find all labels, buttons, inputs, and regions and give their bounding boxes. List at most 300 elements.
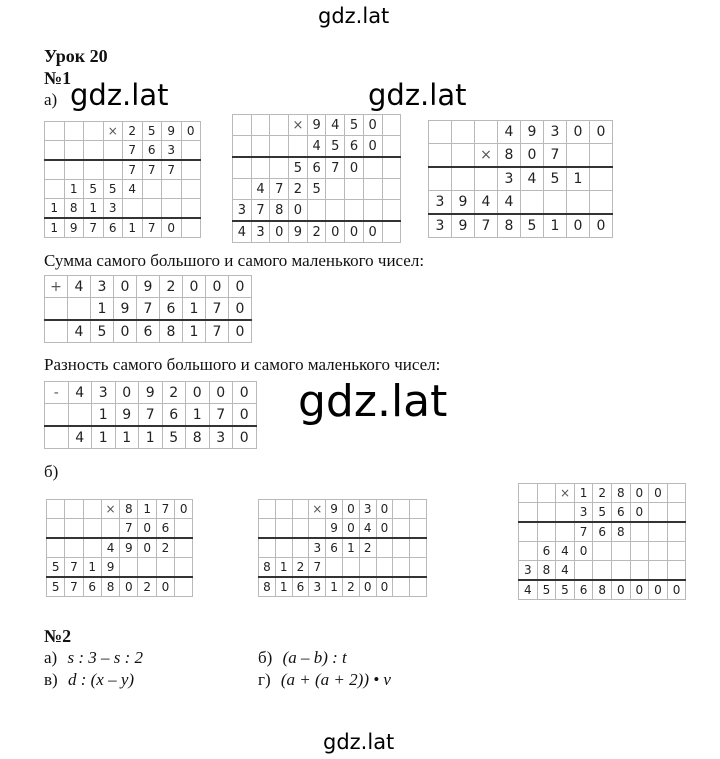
grid-cell: 3 xyxy=(519,561,538,581)
grid-cell xyxy=(590,167,613,191)
grid-cell: 9 xyxy=(521,121,544,144)
grid-cell: × xyxy=(101,500,119,519)
grid-cell: 7 xyxy=(209,404,233,427)
grid-cell: 4 xyxy=(68,276,91,298)
grid-cell: 4 xyxy=(498,191,521,215)
grid-cell: 8 xyxy=(259,577,276,597)
grid-cell: 2 xyxy=(156,538,174,558)
grid-cell xyxy=(537,522,556,542)
grid-cell: 0 xyxy=(342,519,359,539)
grid-cell: 1 xyxy=(45,199,65,219)
grid-row xyxy=(519,580,686,600)
grid-cell: 0 xyxy=(233,426,257,449)
grid-cell xyxy=(382,157,401,179)
grid-cell xyxy=(45,160,65,180)
grid-cell: 0 xyxy=(183,276,206,298)
grid-cell: - xyxy=(45,382,69,404)
grid-row xyxy=(233,179,401,200)
grid-cell: 7 xyxy=(326,157,345,179)
grid-a1 xyxy=(44,121,201,238)
grid-cell xyxy=(275,500,292,519)
grid-row xyxy=(519,503,686,523)
grid-cell: 9 xyxy=(326,519,343,539)
grid-cell xyxy=(307,200,326,222)
grid-cell xyxy=(519,522,538,542)
grid-cell: 1 xyxy=(342,538,359,558)
grid-cell xyxy=(567,144,590,168)
grid-cell: 5 xyxy=(537,580,556,600)
grid-cell: 6 xyxy=(162,404,186,427)
task2-g xyxy=(258,670,391,690)
lesson-title: Урок 20 xyxy=(44,46,108,66)
grid-cell: 0 xyxy=(590,214,613,238)
grid-cell: 8 xyxy=(593,580,612,600)
grid-cell: 0 xyxy=(630,580,649,600)
grid-cell xyxy=(393,577,410,597)
grid-cell xyxy=(162,180,182,199)
grid-cell: 0 xyxy=(376,500,393,519)
grid-cell: 0 xyxy=(156,577,174,597)
task2-g-expr: (a + (a + 2)) • v xyxy=(280,670,391,689)
grid-cell: 4 xyxy=(123,180,143,199)
grid-cell: 5 xyxy=(47,577,65,597)
grid-cell: 7 xyxy=(123,160,143,180)
grid-cell: 0 xyxy=(649,484,668,503)
grid-cell xyxy=(567,191,590,215)
grid-cell: 6 xyxy=(611,503,630,523)
grid-row xyxy=(429,121,613,144)
grid-cell: 8 xyxy=(270,200,289,222)
grid-cell: 5 xyxy=(345,115,364,136)
grid-cell: 4 xyxy=(307,136,326,158)
grid-cell: 4 xyxy=(68,320,91,343)
grid-cell: 6 xyxy=(142,141,162,161)
grid-cell: 0 xyxy=(363,136,382,158)
grid-cell: 0 xyxy=(138,519,156,539)
grid-cell: 7 xyxy=(123,141,143,161)
grid-cell xyxy=(175,558,193,578)
grid-cell xyxy=(65,538,83,558)
grid-cell xyxy=(410,558,427,578)
grid-cell xyxy=(630,522,649,542)
grid-cell xyxy=(47,519,65,539)
grid-cell: 7 xyxy=(156,500,174,519)
grid-cell: 5 xyxy=(556,580,575,600)
grid-cell xyxy=(326,558,343,578)
grid-cell: 1 xyxy=(186,404,210,427)
grid-cell xyxy=(593,542,612,561)
diff-caption: Разность самого большого и самого маленького чисел: xyxy=(44,355,441,374)
grid-cell: 7 xyxy=(84,218,104,238)
grid-row xyxy=(519,522,686,542)
watermark-left: gdz.lat xyxy=(70,78,169,112)
grid-cell xyxy=(667,522,686,542)
grid-cell xyxy=(45,404,69,427)
grid-cell xyxy=(537,484,556,503)
grid-cell xyxy=(544,191,567,215)
task2-g-label: г) xyxy=(258,670,271,689)
grid-cell xyxy=(45,298,68,321)
grid-cell: 5 xyxy=(307,179,326,200)
grid-cell: 0 xyxy=(229,298,252,321)
grid-cell: 0 xyxy=(209,382,233,404)
grid-cell: 5 xyxy=(91,320,114,343)
grid-cell xyxy=(326,179,345,200)
grid-cell: 1 xyxy=(574,484,593,503)
grid-cell xyxy=(376,538,393,558)
grid-cell xyxy=(251,157,270,179)
grid-cell: 7 xyxy=(206,298,229,321)
grid-cell xyxy=(593,561,612,581)
grid-cell: 0 xyxy=(345,221,364,243)
grid-row xyxy=(259,558,427,578)
grid-cell: 3 xyxy=(162,141,182,161)
grid-cell xyxy=(123,199,143,219)
grid-cell: 9 xyxy=(114,298,137,321)
task2-v-label: в) xyxy=(44,670,58,689)
grid-cell: 2 xyxy=(359,538,376,558)
grid-cell: 7 xyxy=(142,218,162,238)
grid-cell: 2 xyxy=(160,276,183,298)
grid-cell: 8 xyxy=(120,500,138,519)
grid-cell: 5 xyxy=(593,503,612,523)
grid-cell: 9 xyxy=(162,122,182,141)
grid-cell: 4 xyxy=(521,167,544,191)
grid-cell: 2 xyxy=(292,558,309,578)
grid-cell xyxy=(630,542,649,561)
grid-cell xyxy=(64,122,84,141)
grid-row xyxy=(429,167,613,191)
grid-cell: 9 xyxy=(452,214,475,238)
grid-cell xyxy=(556,503,575,523)
grid-cell xyxy=(590,191,613,215)
watermark-right: gdz.lat xyxy=(368,78,467,112)
task2-a-expr: s : 3 – s : 2 xyxy=(67,648,144,667)
grid-row xyxy=(259,500,427,519)
grid-cell xyxy=(175,577,193,597)
grid-cell: 8 xyxy=(186,426,210,449)
grid-cell: 5 xyxy=(521,214,544,238)
grid-cell xyxy=(68,404,92,427)
grid-cell xyxy=(452,121,475,144)
grid-cell: 1 xyxy=(123,218,143,238)
grid-cell: 3 xyxy=(574,503,593,523)
grid-cell xyxy=(175,538,193,558)
grid-cell xyxy=(233,115,252,136)
grid-cell xyxy=(382,221,401,243)
task2-b xyxy=(258,648,347,668)
grid-cell xyxy=(45,180,65,199)
grid-cell xyxy=(142,199,162,219)
grid-b2 xyxy=(258,499,427,597)
grid-cell xyxy=(251,115,270,136)
grid-cell xyxy=(270,136,289,158)
grid-row xyxy=(429,214,613,238)
grid-a3 xyxy=(428,120,613,238)
grid-cell: 3 xyxy=(209,426,233,449)
grid-cell xyxy=(175,519,193,539)
grid-cell: 0 xyxy=(229,276,252,298)
grid-cell xyxy=(47,500,65,519)
grid-cell xyxy=(292,519,309,539)
grid-cell xyxy=(181,160,201,180)
grid-cell: 0 xyxy=(289,200,308,222)
grid-cell: 0 xyxy=(521,144,544,168)
grid-cell: 7 xyxy=(139,404,163,427)
grid-cell xyxy=(138,558,156,578)
grid-cell xyxy=(519,484,538,503)
grid-cell: 1 xyxy=(326,577,343,597)
grid-cell: 7 xyxy=(142,160,162,180)
grid-cell xyxy=(65,519,83,539)
grid-cell: 2 xyxy=(289,179,308,200)
grid-cell xyxy=(382,136,401,158)
grid-cell xyxy=(181,141,201,161)
grid-row xyxy=(45,141,201,161)
grid-row xyxy=(45,180,201,199)
task2-a-label: а) xyxy=(44,648,58,667)
grid-cell: 5 xyxy=(47,558,65,578)
grid-row xyxy=(45,160,201,180)
grid-cell xyxy=(574,561,593,581)
grid-cell: 6 xyxy=(593,522,612,542)
grid-cell xyxy=(259,538,276,558)
grid-cell: 6 xyxy=(103,218,123,238)
grid-cell: 4 xyxy=(101,538,119,558)
grid-cell xyxy=(382,179,401,200)
grid-cell xyxy=(103,160,123,180)
grid-cell: 4 xyxy=(556,561,575,581)
grid-cell: 3 xyxy=(498,167,521,191)
task2-number: №2 xyxy=(44,626,72,646)
grid-cell: 2 xyxy=(138,577,156,597)
grid-cell xyxy=(393,500,410,519)
grid-cell: 0 xyxy=(359,577,376,597)
grid-cell: 5 xyxy=(84,180,104,199)
grid-cell: 0 xyxy=(630,484,649,503)
grid-cell: 0 xyxy=(162,218,182,238)
grid-cell xyxy=(64,160,84,180)
grid-row xyxy=(519,561,686,581)
grid-row xyxy=(259,577,427,597)
grid-cell xyxy=(83,500,101,519)
grid-cell xyxy=(270,115,289,136)
grid-cell: 0 xyxy=(175,500,193,519)
grid-cell: 8 xyxy=(498,144,521,168)
grid-cell: 6 xyxy=(307,157,326,179)
grid-cell xyxy=(429,167,452,191)
grid-cell: 7 xyxy=(137,298,160,321)
grid-cell: 4 xyxy=(233,221,252,243)
grid-row xyxy=(45,298,252,321)
grid-cell: 4 xyxy=(556,542,575,561)
grid-cell: × xyxy=(103,122,123,141)
part-b-label: б) xyxy=(44,462,59,481)
grid-cell xyxy=(181,218,201,238)
grid-cell: 0 xyxy=(114,276,137,298)
grid-cell: 9 xyxy=(101,558,119,578)
grid-cell: 2 xyxy=(593,484,612,503)
grid-cell: 8 xyxy=(101,577,119,597)
grid-cell xyxy=(363,157,382,179)
grid-cell xyxy=(45,426,69,449)
grid-cell xyxy=(452,167,475,191)
grid-row xyxy=(233,115,401,136)
sum-caption: Сумма самого большого и самого маленького чисел: xyxy=(44,251,425,270)
grid-cell: 0 xyxy=(611,580,630,600)
grid-cell xyxy=(101,519,119,539)
grid-cell: 6 xyxy=(326,538,343,558)
grid-cell: 5 xyxy=(142,122,162,141)
grid-cell: 0 xyxy=(181,122,201,141)
grid-cell: + xyxy=(45,276,68,298)
grid-cell xyxy=(84,141,104,161)
grid-cell: 9 xyxy=(120,538,138,558)
grid-cell: 1 xyxy=(139,426,163,449)
task2-v xyxy=(44,670,134,690)
grid-cell: 0 xyxy=(233,404,257,427)
grid-cell xyxy=(649,522,668,542)
grid-row xyxy=(47,538,193,558)
grid-row xyxy=(45,382,257,404)
grid-cell: 4 xyxy=(519,580,538,600)
grid-cell: 5 xyxy=(544,167,567,191)
grid-cell: 8 xyxy=(537,561,556,581)
grid-cell: 6 xyxy=(83,577,101,597)
grid-cell: 7 xyxy=(65,577,83,597)
grid-cell xyxy=(45,141,65,161)
grid-cell xyxy=(68,298,91,321)
grid-cell: 1 xyxy=(91,298,114,321)
grid-cell: 7 xyxy=(251,200,270,222)
grid-cell: 0 xyxy=(363,115,382,136)
grid-cell xyxy=(393,519,410,539)
grid-cell: 8 xyxy=(259,558,276,578)
grid-cell xyxy=(292,500,309,519)
grid-cell xyxy=(382,115,401,136)
grid-cell: 1 xyxy=(183,320,206,343)
grid-row xyxy=(45,276,252,298)
grid-cell: × xyxy=(289,115,308,136)
grid-cell: 0 xyxy=(229,320,252,343)
grid-row xyxy=(47,558,193,578)
grid-cell xyxy=(429,144,452,168)
grid-cell xyxy=(590,144,613,168)
grid-cell xyxy=(292,538,309,558)
grid-cell: 2 xyxy=(342,577,359,597)
grid-cell: 3 xyxy=(544,121,567,144)
grid-cell xyxy=(363,200,382,222)
grid-cell: × xyxy=(475,144,498,168)
grid-cell: 5 xyxy=(162,426,186,449)
grid-cell xyxy=(45,122,65,141)
grid-cell: 6 xyxy=(292,577,309,597)
grid-row xyxy=(519,542,686,561)
grid-cell xyxy=(376,558,393,578)
grid-cell: 2 xyxy=(307,221,326,243)
grid-cell xyxy=(345,200,364,222)
grid-cell xyxy=(649,503,668,523)
grid-cell: 1 xyxy=(275,558,292,578)
grid-cell: 3 xyxy=(251,221,270,243)
task2-v-expr: d : (x – y) xyxy=(67,670,135,689)
grid-cell: 8 xyxy=(160,320,183,343)
grid-cell xyxy=(410,500,427,519)
grid-cell: 7 xyxy=(475,214,498,238)
grid-cell xyxy=(410,577,427,597)
grid-cell xyxy=(64,141,84,161)
grid-row xyxy=(45,199,201,219)
grid-cell xyxy=(120,558,138,578)
grid-row xyxy=(259,519,427,539)
grid-cell: 1 xyxy=(92,404,116,427)
grid-cell xyxy=(475,121,498,144)
grid-cell xyxy=(452,144,475,168)
grid-cell: 0 xyxy=(186,382,210,404)
grid-a2 xyxy=(232,114,401,243)
grid-cell: 3 xyxy=(359,500,376,519)
task2-b-label: б) xyxy=(258,648,273,667)
grid-cell: 7 xyxy=(544,144,567,168)
grid-row xyxy=(233,136,401,158)
grid-cell: 3 xyxy=(429,214,452,238)
grid-cell: 4 xyxy=(68,382,92,404)
grid-cell xyxy=(270,157,289,179)
grid-cell xyxy=(630,561,649,581)
grid-cell xyxy=(649,542,668,561)
grid-cell: 7 xyxy=(270,179,289,200)
grid-cell xyxy=(382,200,401,222)
grid-cell: 9 xyxy=(289,221,308,243)
grid-cell xyxy=(519,503,538,523)
grid-cell: 7 xyxy=(309,558,326,578)
grid-cell: 0 xyxy=(567,214,590,238)
grid-cell: 1 xyxy=(45,218,65,238)
grid-cell: 0 xyxy=(326,221,345,243)
grid-cell: 3 xyxy=(309,577,326,597)
grid-cell xyxy=(345,179,364,200)
grid-row xyxy=(45,404,257,427)
grid-cell xyxy=(521,191,544,215)
grid-cell xyxy=(275,519,292,539)
grid-row xyxy=(233,200,401,222)
grid-row xyxy=(429,191,613,215)
grid-cell xyxy=(556,522,575,542)
grid-row xyxy=(45,122,201,141)
grid-cell xyxy=(410,519,427,539)
grid-cell xyxy=(667,542,686,561)
grid-cell: 8 xyxy=(611,484,630,503)
grid-cell: 0 xyxy=(342,500,359,519)
grid-cell: 4 xyxy=(326,115,345,136)
grid-cell: 1 xyxy=(83,558,101,578)
grid-cell: 7 xyxy=(65,558,83,578)
grid-cell: 4 xyxy=(475,191,498,215)
grid-cell xyxy=(83,519,101,539)
grid-cell xyxy=(359,558,376,578)
grid-cell: 5 xyxy=(103,180,123,199)
grid-cell: 0 xyxy=(206,276,229,298)
grid-cell: 0 xyxy=(590,121,613,144)
grid-row xyxy=(233,157,401,179)
grid-cell: 9 xyxy=(326,500,343,519)
grid-cell xyxy=(181,199,201,219)
grid-cell: 6 xyxy=(156,519,174,539)
task2-a xyxy=(44,648,143,668)
grid-cell: 3 xyxy=(309,538,326,558)
grid-cell xyxy=(142,180,162,199)
grid-cell xyxy=(429,121,452,144)
